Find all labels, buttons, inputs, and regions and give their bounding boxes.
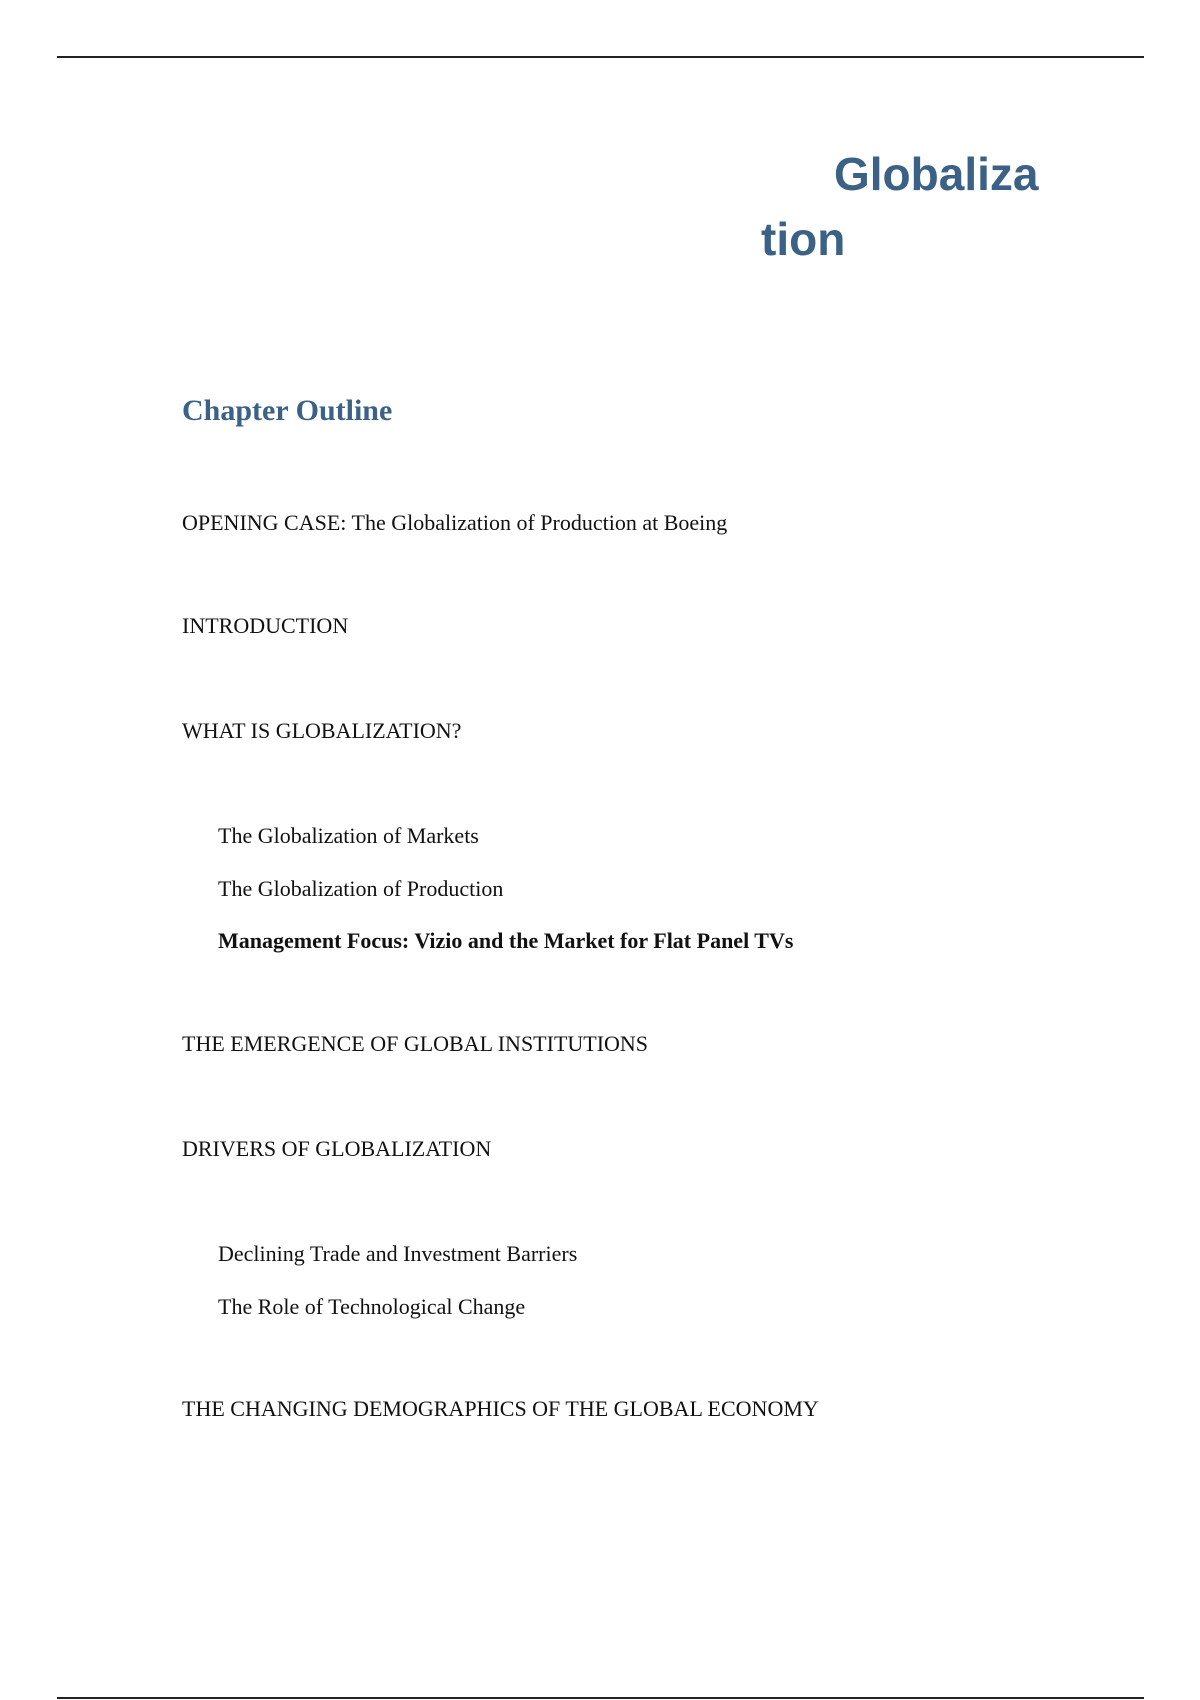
outline-entry-globalization-of-production: The Globalization of Production — [218, 876, 504, 901]
outline-entry-trade-barriers: Declining Trade and Investment Barriers — [218, 1241, 578, 1266]
outline-entry-globalization-of-markets: The Globalization of Markets — [218, 823, 479, 848]
outline-entry-global-institutions: THE EMERGENCE OF GLOBAL INSTITUTIONS — [182, 1031, 649, 1056]
page-title-line-2: tion — [761, 213, 846, 265]
top-rule — [57, 56, 1144, 58]
outline-entry-management-focus: Management Focus: Vizio and the Market for Flat Panel TVs — [218, 928, 794, 953]
page-title-line-1: Globaliza — [834, 148, 1039, 200]
outline-entry-technological-change: The Role of Technological Change — [218, 1294, 526, 1319]
outline-entry-opening-case: OPENING CASE: The Globalization of Production at Boeing — [182, 510, 728, 535]
outline-entry-drivers-of-globalization: DRIVERS OF GLOBALIZATION — [182, 1136, 492, 1161]
chapter-outline-heading: Chapter Outline — [182, 394, 393, 427]
outline-entry-introduction: INTRODUCTION — [182, 613, 349, 638]
outline-entry-changing-demographics: THE CHANGING DEMOGRAPHICS OF THE GLOBAL ECONOMY — [182, 1396, 819, 1421]
outline-entry-what-is-globalization: WHAT IS GLOBALIZATION? — [182, 718, 462, 743]
bottom-rule — [57, 1697, 1144, 1699]
